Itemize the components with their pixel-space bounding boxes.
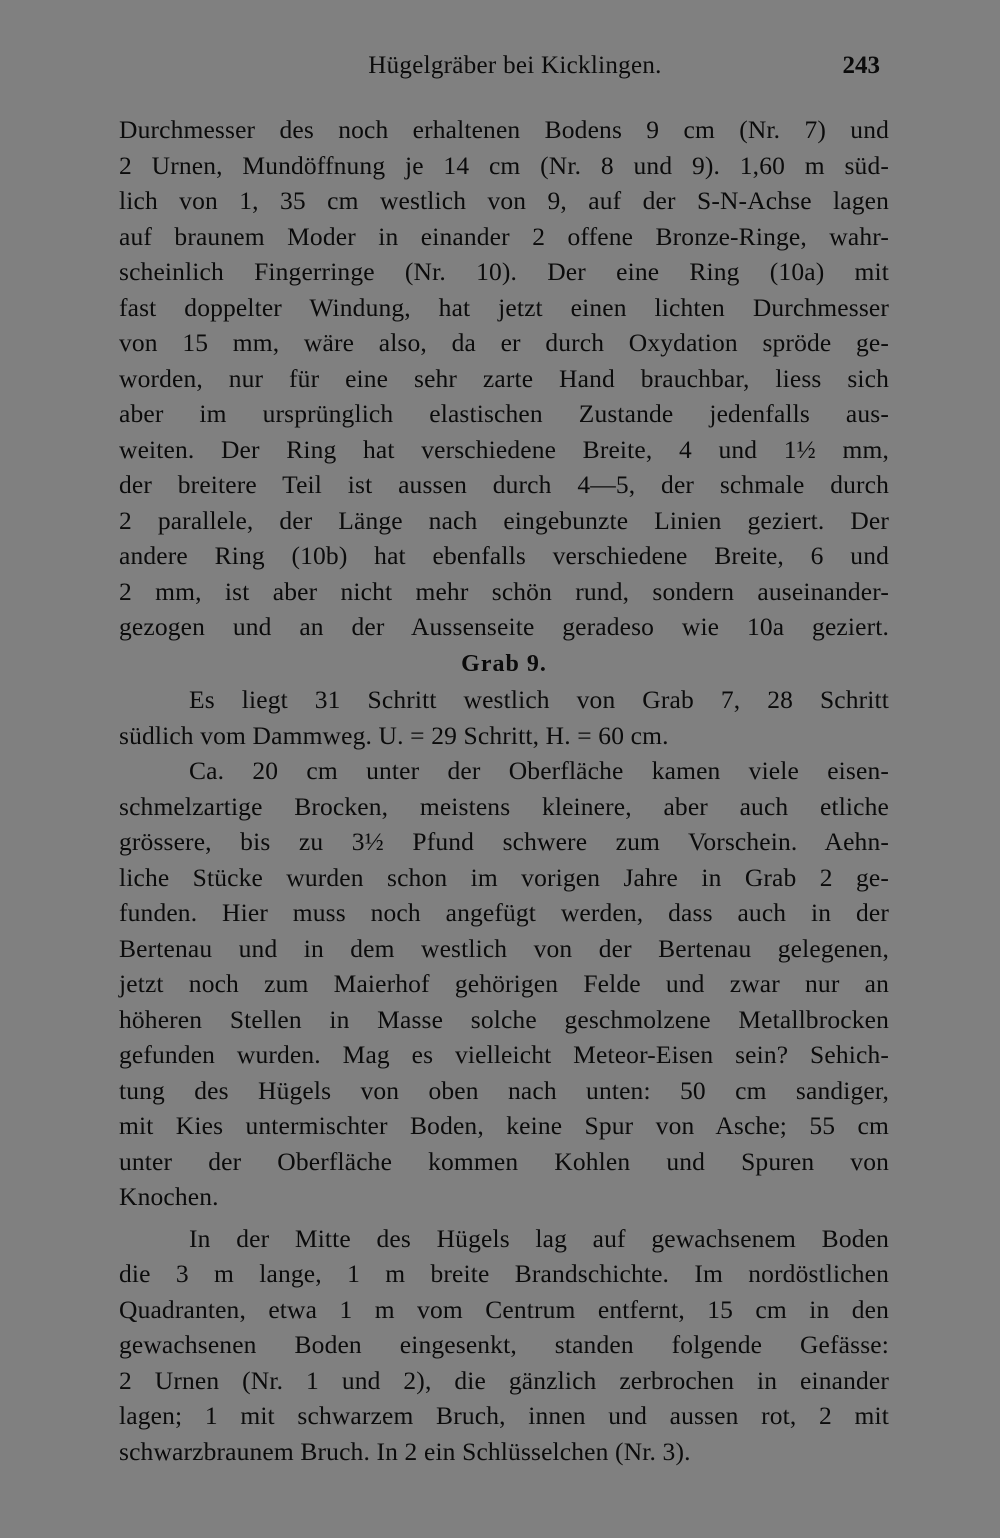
text-line: gefunden wurden. Mag es vielleicht Meteor-Eisen sein? Sehich-	[119, 1040, 889, 1069]
text-line: lich von 1, 35 cm westlich von 9, auf der S-N-Achse lagen	[119, 186, 889, 215]
page-number: 243	[842, 52, 880, 79]
text-line: gewachsenen Boden eingesenkt, standen folgende Gefässe:	[119, 1330, 889, 1359]
text-line: 2 Urnen, Mundöffnung je 14 cm (Nr. 8 und 9). 1,60 m süd-	[119, 150, 889, 180]
text-line: die 3 m lange, 1 m breite Brandschichte. Im nordöstlichen	[119, 1259, 889, 1288]
text-line: jetzt noch zum Maierhof gehörigen Felde und zwar nur an	[119, 969, 889, 998]
text-line: Durchmesser des noch erhaltenen Bodens 9 cm (Nr. 7) und	[119, 115, 889, 144]
text-line: gezogen und an der Aussenseite geradeso wie 10a geziert.	[119, 612, 889, 641]
text-line: mit Kies untermischter Boden, keine Spur von Asche; 55 cm	[119, 1111, 889, 1140]
text-line: schmelzartige Brocken, meistens kleinere, aber auch etliche	[119, 791, 889, 821]
text-line: liche Stücke wurden schon im vorigen Jahre in Grab 2 ge-	[119, 862, 889, 892]
text-line: höheren Stellen in Masse solche geschmolzene Metallbrocken	[119, 1004, 889, 1034]
text-line: tung des Hügels von oben nach unten: 50 cm sandiger,	[119, 1075, 889, 1105]
paragraph-1	[119, 112, 889, 645]
text-line: grössere, bis zu 3½ Pfund schwere zum Vorschein. Aehn-	[119, 827, 889, 856]
text-line: 2 Urnen (Nr. 1 und 2), die gänzlich zerbrochen in einander	[119, 1365, 889, 1395]
text-line: Knochen.	[119, 1182, 219, 1211]
text-line: Ca. 20 cm unter der Oberfläche kamen viele eisen-	[189, 756, 889, 785]
text-line: Es liegt 31 Schritt westlich von Grab 7, 28 Schritt	[189, 685, 889, 714]
text-line: scheinlich Fingerringe (Nr. 10). Der eine Ring (10a) mit	[119, 257, 889, 286]
text-line: 2 mm, ist aber nicht mehr schön rund, sondern auseinander-	[119, 576, 889, 606]
paragraph-2	[119, 682, 889, 753]
text-line: auf braunem Moder in einander 2 offene Bronze-Ringe, wahr-	[119, 221, 889, 251]
text-line: fast doppelter Windung, hat jetzt einen lichten Durchmesser	[119, 292, 889, 322]
text-line: andere Ring (10b) hat ebenfalls verschiedene Breite, 6 und	[119, 541, 889, 570]
text-line: In der Mitte des Hügels lag auf gewachsenem Boden	[189, 1223, 889, 1253]
text-line: südlich vom Dammweg. U. = 29 Schritt, H. = 60 cm.	[119, 720, 669, 750]
text-line: lagen; 1 mit schwarzem Bruch, innen und aussen rot, 2 mit	[119, 1401, 889, 1430]
text-line: Quadranten, etwa 1 m vom Centrum entfernt, 15 cm in den	[119, 1294, 889, 1324]
text-line: schwarzbraunem Bruch. In 2 ein Schlüsselchen (Nr. 3).	[119, 1436, 691, 1466]
body-text	[119, 112, 889, 1469]
text-line: aber im ursprünglich elastischen Zustande jedenfalls aus-	[119, 399, 889, 428]
text-line: funden. Hier muss noch angefügt werden, dass auch in der	[119, 898, 889, 927]
text-line: 2 parallele, der Länge nach eingebunzte Linien geziert. Der	[119, 505, 889, 535]
text-line: Bertenau und in dem westlich von der Bertenau gelegenen,	[119, 933, 889, 963]
text-line: von 15 mm, wäre also, da er durch Oxydation spröde ge-	[119, 328, 889, 357]
paragraph-4	[119, 1221, 889, 1470]
text-line: der breitere Teil ist aussen durch 4—5, der schmale durch	[119, 470, 889, 499]
text-line: unter der Oberfläche kommen Kohlen und Spuren von	[119, 1146, 889, 1176]
running-title: Hügelgräber bei Kicklingen.	[368, 52, 662, 79]
text-line: weiten. Der Ring hat verschiedene Breite, 4 und 1½ mm,	[119, 434, 889, 464]
section-heading: Grab 9.	[461, 650, 547, 677]
paragraph-3	[119, 753, 889, 1215]
text-line: worden, nur für eine sehr zarte Hand brauchbar, liess sich	[119, 363, 889, 393]
